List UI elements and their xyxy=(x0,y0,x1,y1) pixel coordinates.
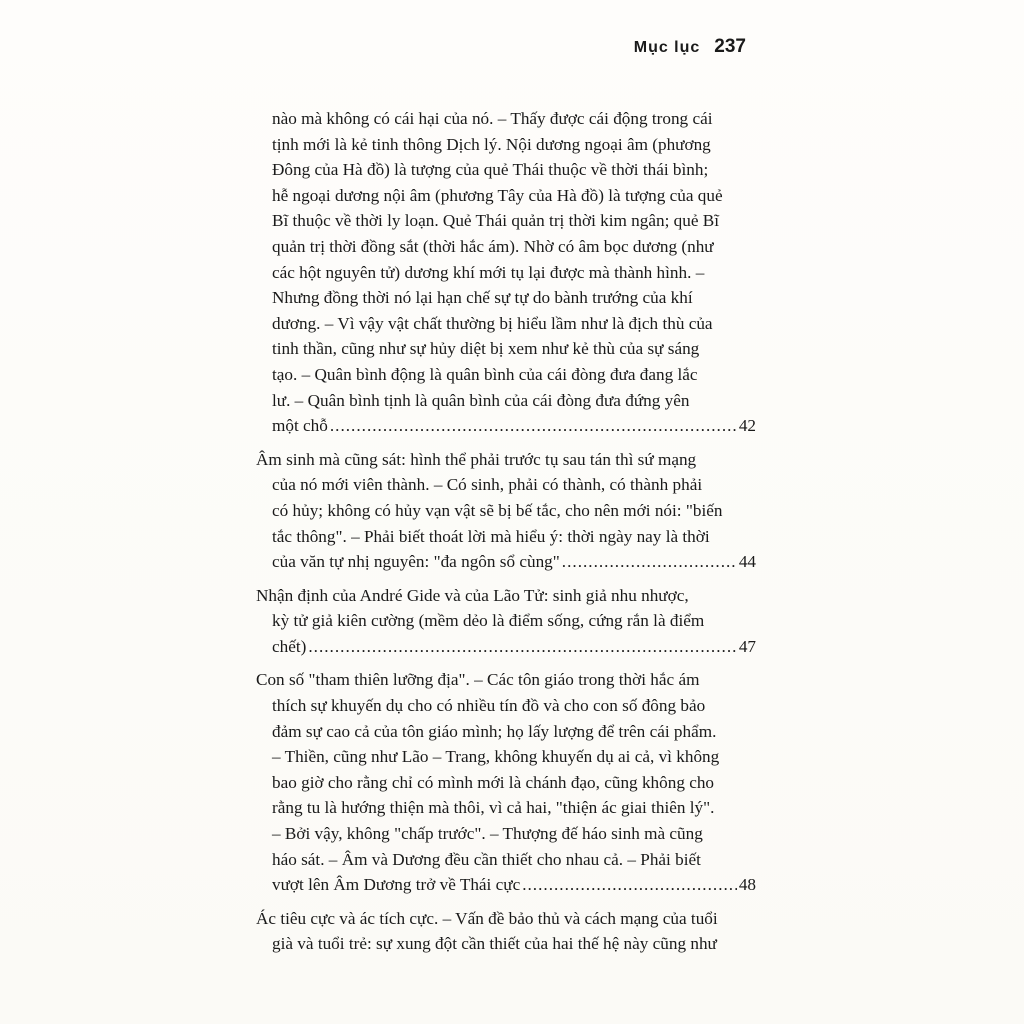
entry-text-line: Nhưng đồng thời nó lại hạn chế sự tự do bành trướng của khí xyxy=(272,288,693,308)
entry-last-text: vượt lên Âm Dương trở về Thái cực xyxy=(272,875,521,895)
entry-last-line xyxy=(256,634,756,660)
entry-text-line: – Bởi vậy, không "chấp trước". – Thượng đế háo sinh mà cũng xyxy=(272,824,703,844)
entry-page-ref[interactable]: 47 xyxy=(738,636,756,656)
entry-text-line: tạo. – Quân bình động là quân bình của cái đòng đưa đang lắc xyxy=(272,364,698,384)
entry-last-line xyxy=(256,413,756,439)
entry-text-line: của nó mới viên thành. – Có sinh, phải có thành, có thành phải xyxy=(272,475,703,495)
entry-text-line: háo sát. – Âm và Dương đều cần thiết cho nhau cả. – Phải biết xyxy=(272,849,701,869)
entry-page-ref[interactable]: 48 xyxy=(738,875,756,895)
entry-page-ref[interactable]: 44 xyxy=(738,552,756,572)
entry-text-line: – Thiền, cũng như Lão – Trang, không khuyến dụ ai cả, vì không xyxy=(272,747,720,767)
running-header xyxy=(634,36,746,58)
entry-text-line: tinh thần, cũng như sự hủy diệt bị xem như kẻ thù của sự sáng xyxy=(272,339,700,359)
entry-last-line xyxy=(256,872,756,898)
entry-text-line: tắc thông". – Phải biết thoát lời mà hiểu ý: thời ngày nay là thời xyxy=(272,526,710,546)
entry-last-text: của văn tự nhị nguyên: "đa ngôn sổ cùng" xyxy=(272,552,560,572)
entry-text-line: hễ ngoại dương nội âm (phương Tây của Hà đồ) là tượng của quẻ xyxy=(272,185,723,205)
toc-entry xyxy=(256,447,756,575)
section-title: Mục lục xyxy=(633,39,701,56)
dot-leader xyxy=(308,634,736,660)
entry-text-line: Bĩ thuộc về thời ly loạn. Quẻ Thái quản trị thời kim ngân; quẻ Bĩ xyxy=(272,211,720,231)
toc-entry xyxy=(256,906,756,957)
entry-text-line: rằng tu là hướng thiện mà thôi, vì cả hai, "thiện ác giai thiên lý". xyxy=(272,798,715,818)
entry-text-line: Đông của Hà đồ) là tượng của quẻ Thái thuộc về thời thái bình; xyxy=(272,160,709,180)
entry-last-line xyxy=(256,549,756,575)
dot-leader xyxy=(522,872,737,898)
entry-last-text: một chỗ xyxy=(272,416,328,436)
entry-text-line: Nhận định của André Gide và của Lão Tử: sinh giả nhu nhược, xyxy=(256,585,689,605)
entry-text-line: đảm sự cao cả của tôn giáo mình; họ lấy lượng để trên cái phẩm. xyxy=(272,721,717,741)
entry-text-line: Ác tiêu cực và ác tích cực. – Vấn đề bảo thủ và cách mạng của tuổi xyxy=(256,908,718,928)
entry-text-line: có hủy; không có hủy vạn vật sẽ bị bế tắc, cho nên mới nói: "biến xyxy=(272,500,723,520)
entry-text-line: thích sự khuyến dụ cho có nhiều tín đồ và cho con số đông bảo xyxy=(272,696,706,716)
entry-text-line: kỳ tử giả kiên cường (mềm dẻo là điểm sống, cứng rắn là điểm xyxy=(272,611,705,631)
entry-text-line: các hột nguyên tử) dương khí mới tụ lại được mà thành hình. – xyxy=(272,262,705,282)
toc-entry xyxy=(256,106,756,439)
entry-text-line: Âm sinh mà cũng sát: hình thể phải trước tụ sau tán thì sứ mạng xyxy=(256,449,697,469)
entry-text-line: bao giờ cho rằng chỉ có mình mới là chánh đạo, cũng không cho xyxy=(272,772,715,792)
dot-leader xyxy=(330,413,737,439)
entry-text-line: nào mà không có cái hại của nó. – Thấy được cái động trong cái xyxy=(272,109,713,128)
entry-text-line: Con số "tham thiên lưỡng địa". – Các tôn giáo trong thời hắc ám xyxy=(256,670,700,690)
entry-page-ref[interactable]: 42 xyxy=(738,416,756,436)
entry-last-text: chết) xyxy=(272,636,307,656)
toc-entry xyxy=(256,667,756,897)
entry-text-line: già và tuổi trẻ: sự xung đột cần thiết của hai thế hệ này cũng như xyxy=(272,934,717,954)
entry-text-line: quản trị thời đồng sắt (thời hắc ám). Nhờ có âm bọc dương (như xyxy=(272,236,714,256)
entry-text-line: tịnh mới là kẻ tinh thông Dịch lý. Nội dương ngoại âm (phương xyxy=(272,134,711,154)
entry-text-line: lư. – Quân bình tịnh là quân bình của cái đòng đưa đứng yên xyxy=(272,390,690,410)
toc-entry xyxy=(256,583,756,660)
page-number: 237 xyxy=(714,36,746,57)
table-of-contents xyxy=(256,106,756,965)
dot-leader xyxy=(562,549,737,575)
entry-text-line: dương. – Vì vậy vật chất thường bị hiểu lầm như là địch thù của xyxy=(272,313,713,333)
